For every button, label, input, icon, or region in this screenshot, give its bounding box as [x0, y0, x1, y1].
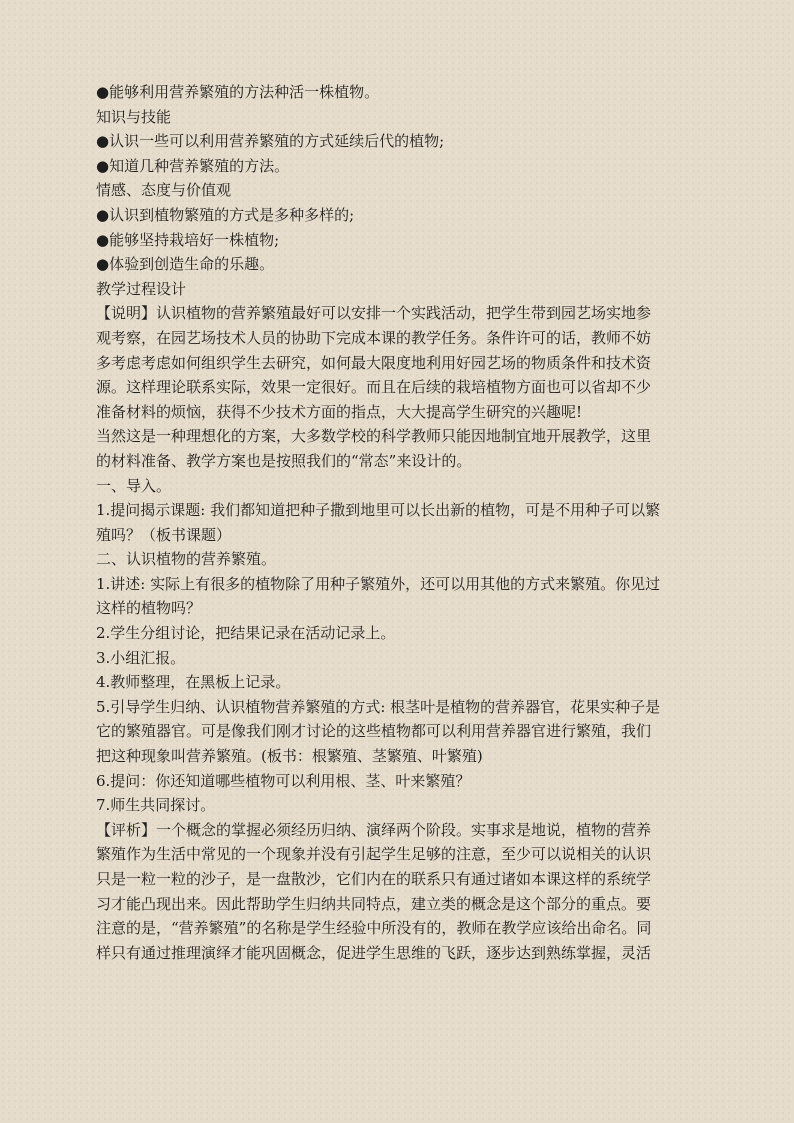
paragraph-line: 样只有通过推理演绎才能巩固概念，促进学生思维的飞跃，逐步达到熟练掌握，灵活: [96, 943, 652, 962]
section-heading: 知识与技能: [96, 107, 172, 126]
paragraph-line: 它的繁殖器官。可是像我们刚才讨论的这些植物都可以利用营养器官进行繁殖，我们: [96, 722, 652, 741]
paragraph-line: 【说明】认识植物的营养繁殖最好可以安排一个实践活动，把学生带到园艺场实地参: [96, 304, 652, 323]
paragraph-line: 注意的是，“营养繁殖”的名称是学生经验中所没有的，教师在教学应该给出命名。同: [96, 919, 652, 938]
bullet-line: ●知道几种营养繁殖的方法。: [96, 156, 290, 175]
paragraph-line: 的材料准备、教学方案也是按照我们的“常态”来设计的。: [96, 451, 472, 470]
paragraph-line: 只是一粒一粒的沙子，是一盘散沙，它们内在的联系只有通过诸如本课这样的系统学: [96, 870, 652, 888]
paragraph-line: 2.学生分组讨论，把结果记录在活动记录上。: [96, 624, 396, 643]
paragraph-line: 繁殖作为生活中常见的一个现象并没有引起学生足够的注意，至少可以说相关的认识: [96, 845, 652, 864]
paragraph-line: 殖吗？（板书课题）: [96, 525, 232, 544]
paragraph-line: 1.提问揭示课题: 我们都知道把种子撒到地里可以长出新的植物，可是不用种子可以繁: [96, 501, 661, 520]
paragraph-line: 把这种现象叫营养繁殖。(板书：根繁殖、茎繁殖、叶繁殖): [96, 747, 483, 766]
paragraph-line: 6.提问：你还知道哪些植物可以利用根、茎、叶来繁殖？: [96, 771, 471, 790]
paragraph-line: 多考虑考虑如何组织学生去研究，如何最大限度地利用好园艺场的物质条件和技术资: [96, 353, 652, 372]
paragraph-line: 这样的植物吗？: [96, 599, 202, 618]
paragraph-line: 当然这是一种理想化的方案，大多数学校的科学教师只能因地制宜地开展教学，这里: [96, 427, 652, 446]
section-heading: 一、导入。: [96, 476, 172, 495]
bullet-line: ●能够利用营养繁殖的方法种活一株植物。: [96, 83, 380, 101]
section-heading: 二、认识植物的营养繁殖。: [96, 550, 277, 569]
document-page: [96, 80, 700, 965]
paragraph-line: 4.教师整理，在黑板上记录。: [96, 673, 291, 692]
section-heading: 教学过程设计: [96, 279, 187, 298]
paragraph-line: 准备材料的烦恼，获得不少技术方面的指点，大大提高学生研究的兴趣呢!: [96, 402, 583, 421]
paragraph-line: 7.师生共同探讨。: [96, 796, 216, 815]
paragraph-line: 观考察，在园艺场技术人员的协助下完成本课的教学任务。条件许可的话，教师不妨: [96, 328, 652, 347]
paragraph-line: 5.引导学生归纳、认识植物营养繁殖的方式: 根茎叶是植物的营养器官，花果实种子是: [96, 697, 661, 716]
paragraph-line: 源。这样理论联系实际，效果一定很好。而且在后续的栽培植物方面也可以省却不少: [96, 378, 652, 397]
paragraph-line: 习才能凸现出来。因此帮助学生归纳共同特点，建立类的概念是这个部分的重点。要: [96, 894, 652, 913]
bullet-line: ●体验到创造生命的乐趣。: [96, 255, 275, 274]
section-heading: 情感、态度与价值观: [96, 181, 232, 200]
bullet-line: ●认识一些可以利用营养繁殖的方式延续后代的植物;: [96, 132, 445, 151]
paragraph-line: 1.讲述: 实际上有很多的植物除了用种子繁殖外，还可以用其他的方式来繁殖。你见过: [96, 574, 661, 593]
paragraph-line: 【评析】一个概念的掌握必须经历归纳、演绎两个阶段。实事求是地说，植物的营养: [96, 820, 652, 839]
bullet-line: ●能够坚持栽培好一株植物;: [96, 230, 280, 249]
paragraph-line: 3.小组汇报。: [96, 648, 186, 667]
bullet-line: ●认识到植物繁殖的方式是多种多样的;: [96, 205, 355, 224]
